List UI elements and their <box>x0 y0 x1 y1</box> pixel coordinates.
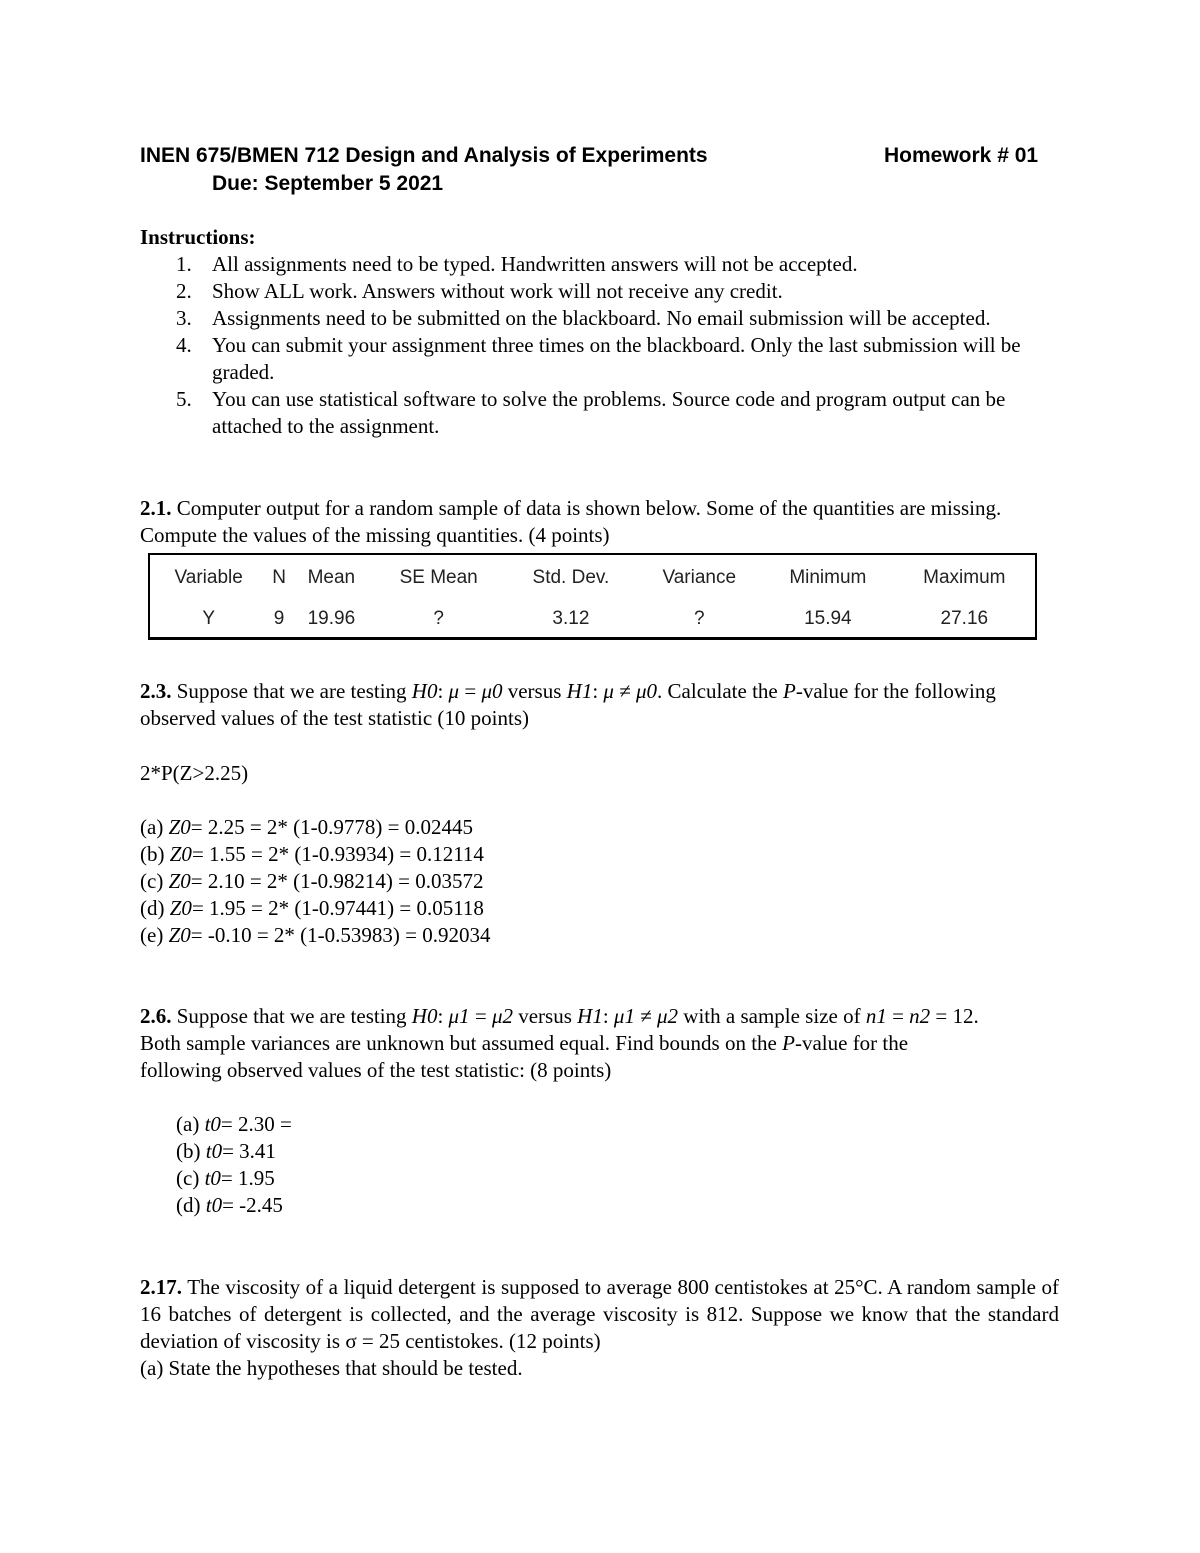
instructions-title: Instructions: <box>140 225 256 249</box>
table-cell: 27.16 <box>894 601 1036 639</box>
question-text: The viscosity of a liquid detergent is supposed to average 800 centistokes at 25°C. A random sample of 16 batches of detergent is collected, and the average viscosity is 812. Suppose we know that the standard deviation of viscosity is σ = 25 centistokes. (12 points) <box>140 1275 1059 1353</box>
answer-label: (a) <box>140 815 169 839</box>
answer-line <box>176 1165 1101 1192</box>
symbol-mu: μ <box>603 679 614 703</box>
table-header-cell: Mean <box>307 567 356 588</box>
question-label: 2.1. <box>140 496 172 520</box>
answer-label: (c) <box>140 869 169 893</box>
answer-value: = 1.95 <box>220 1166 275 1190</box>
computer-output-table <box>148 553 1037 640</box>
table-cell: 3.12 <box>505 601 636 639</box>
answer-value: = 2.30 = <box>220 1112 292 1136</box>
question-text: Computer output for a random sample of data is shown below. Some of the quantities are missing. Compute the values of the missing quantities. (4 points) <box>140 496 1002 547</box>
question-text: . Calculate the <box>657 679 783 703</box>
question-label: 2.17. <box>140 1275 182 1299</box>
answer-value: = 1.95 = 2* (1-0.97441) = 0.05118 <box>191 896 484 920</box>
table-cell: ? <box>636 601 762 639</box>
answer-variable: Z0 <box>168 923 191 947</box>
homework-number: Homework # 01 <box>884 144 1039 167</box>
question-2-17-part-a: (a) State the hypotheses that should be tested. <box>140 1356 523 1380</box>
answer-label: (b) <box>176 1139 206 1163</box>
instruction-number: 4. <box>176 333 192 357</box>
table-header-cell: N <box>272 567 286 588</box>
table-cell: 19.96 <box>291 601 372 639</box>
question-text: Both sample variances are unknown but assumed equal. Find bounds on the <box>140 1031 783 1055</box>
instruction-number: 1. <box>176 252 192 276</box>
answer-value: = 2.10 = 2* (1-0.98214) = 0.03572 <box>190 869 484 893</box>
instructions-list <box>140 251 1065 440</box>
question-text: = <box>459 679 482 703</box>
answer-line <box>140 895 1065 922</box>
instruction-item <box>140 332 1065 386</box>
instruction-number: 2. <box>176 279 192 303</box>
symbol-p: P <box>783 679 796 703</box>
instruction-number: 5. <box>176 387 192 411</box>
hypothesis-h1: H1 <box>566 679 593 703</box>
question-text: = <box>886 1004 910 1028</box>
instruction-text: Assignments need to be submitted on the blackboard. No email submission will be accepted. <box>212 306 991 330</box>
question-text: Suppose that we are testing <box>176 679 412 703</box>
hypothesis-h1: H1 <box>577 1004 603 1028</box>
table-header-cell: Maximum <box>923 567 1006 588</box>
answer-variable: Z0 <box>169 896 192 920</box>
work-line: 2*P(Z>2.25) <box>140 761 249 785</box>
table-header-row <box>149 554 1036 601</box>
question-2-1 <box>140 495 1040 549</box>
answer-label: (c) <box>176 1166 205 1190</box>
answer-label: (d) <box>140 896 170 920</box>
answer-value: = 3.41 <box>222 1139 276 1163</box>
question-text: = <box>469 1004 492 1028</box>
question-text: with a sample size of <box>678 1004 866 1028</box>
question-line <box>140 1003 1065 1030</box>
question-2-6 <box>140 1003 1065 1084</box>
table-cell: ? <box>372 601 505 639</box>
answer-value: = -2.45 <box>222 1193 283 1217</box>
answer-value: = 1.55 = 2* (1-0.93934) = 0.12114 <box>191 842 484 866</box>
symbol-mu0: μ0 <box>481 679 503 703</box>
answer-value: = -0.10 = 2* (1-0.53983) = 0.92034 <box>190 923 491 947</box>
symbol-n2: n2 <box>909 1004 931 1028</box>
question-text: -value for the <box>794 1031 909 1055</box>
answer-label: (e) <box>140 923 169 947</box>
symbol-mu2: μ2 <box>657 1004 679 1028</box>
question-line: following observed values of the test statistic: (8 points) <box>140 1058 612 1082</box>
answer-line <box>176 1138 1101 1165</box>
hypothesis-h0: H0 <box>411 1004 438 1028</box>
instruction-item <box>140 278 1065 305</box>
answers-2-3 <box>140 814 1065 949</box>
instruction-item <box>140 305 1065 332</box>
hypothesis-h0: H0 <box>411 679 438 703</box>
symbol-mu1: μ1 <box>448 1004 470 1028</box>
instruction-text: Show ALL work. Answers without work will not receive any credit. <box>212 279 783 303</box>
symbol-mu0: μ0 <box>636 679 658 703</box>
instruction-number: 3. <box>176 306 192 330</box>
answer-line <box>176 1192 1101 1219</box>
due-date: Due: September 5 2021 <box>212 172 444 195</box>
table-cell: 9 <box>267 601 290 639</box>
table-cell: 15.94 <box>762 601 894 639</box>
table-header-cell: Variable <box>174 567 243 588</box>
answer-variable: Z0 <box>168 815 191 839</box>
table-header-cell: Variance <box>662 567 737 588</box>
instruction-item <box>140 386 1065 440</box>
instruction-item <box>140 251 1065 278</box>
table-header-cell: SE Mean <box>399 567 478 588</box>
table-header-cell: Minimum <box>789 567 867 588</box>
table-row <box>149 601 1036 639</box>
symbol-mu1: μ1 <box>613 1004 635 1028</box>
answer-value: = 2.25 = 2* (1-0.9778) = 0.02445 <box>190 815 474 839</box>
instruction-text: All assignments need to be typed. Handwritten answers will not be accepted. <box>212 252 858 276</box>
question-text: = 12. <box>930 1004 979 1028</box>
answer-line <box>140 868 1065 895</box>
answer-line <box>140 841 1065 868</box>
table-header-cell: Std. Dev. <box>532 567 610 588</box>
question-label: 2.3. <box>140 679 172 703</box>
symbol-p: P <box>782 1031 795 1055</box>
answer-label: (d) <box>176 1193 206 1217</box>
question-2-17 <box>140 1274 1059 1355</box>
symbol-n1: n1 <box>865 1004 887 1028</box>
answers-2-6 <box>140 1111 1101 1219</box>
question-text: : <box>602 1004 614 1028</box>
answer-label: (a) <box>176 1112 205 1136</box>
question-text: ≠ <box>634 1004 657 1028</box>
instruction-text: You can submit your assignment three times on the blackboard. Only the last submission will be graded. <box>212 333 1021 384</box>
symbol-mu2: μ2 <box>491 1004 513 1028</box>
answer-line <box>140 922 1065 949</box>
question-text: versus <box>512 1004 578 1028</box>
question-text: Suppose that we are testing <box>176 1004 412 1028</box>
answer-variable: t0 <box>204 1166 221 1190</box>
question-text: ≠ <box>613 679 636 703</box>
question-line <box>140 1030 1065 1057</box>
answer-variable: Z0 <box>169 842 192 866</box>
question-text: : <box>437 1004 449 1028</box>
answer-label: (b) <box>140 842 170 866</box>
answer-variable: t0 <box>205 1139 223 1163</box>
instructions-section <box>140 224 1065 440</box>
course-title: INEN 675/BMEN 712 Design and Analysis of Experiments <box>140 144 708 167</box>
symbol-mu: μ <box>448 679 460 703</box>
question-label: 2.6. <box>140 1004 172 1028</box>
answer-line <box>140 814 1065 841</box>
question-text: : <box>592 679 604 703</box>
question-text: versus <box>502 679 567 703</box>
answer-variable: t0 <box>205 1193 223 1217</box>
question-text: -value for the following observed values of the test statistic (10 points) <box>140 679 996 730</box>
answer-line <box>176 1111 1101 1138</box>
answer-variable: t0 <box>204 1112 221 1136</box>
question-2-3 <box>140 678 1020 732</box>
table-cell: Y <box>149 601 267 639</box>
instruction-text: You can use statistical software to solve the problems. Source code and program output can be attached to the assignment. <box>212 387 1006 438</box>
question-text: : <box>437 679 449 703</box>
answer-variable: Z0 <box>168 869 191 893</box>
